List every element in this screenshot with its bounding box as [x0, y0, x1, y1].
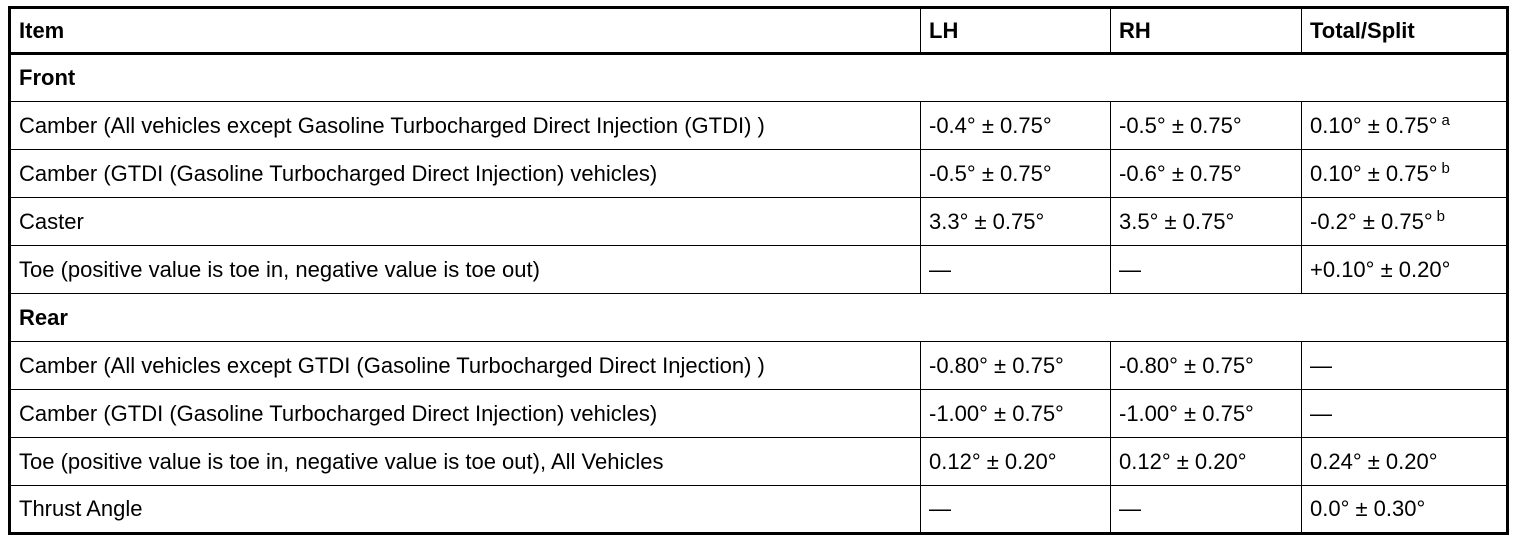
lh-cell: 3.3° ± 0.75°: [921, 198, 1111, 246]
total-split-value: 0.10° ± 0.75°: [1310, 113, 1438, 138]
total-split-cell: —: [1302, 390, 1508, 438]
total-split-value: +0.10° ± 0.20°: [1310, 256, 1451, 282]
table-row: [10, 102, 1508, 150]
lh-cell: -0.4° ± 0.75°: [921, 102, 1111, 150]
rh-cell: —: [1111, 246, 1302, 294]
item-cell: Camber (All vehicles except Gasoline Turbocharged Direct Injection (GTDI) ): [10, 102, 921, 150]
table-row: [10, 150, 1508, 198]
lh-cell: -0.5° ± 0.75°: [921, 150, 1111, 198]
section-row-front: [10, 54, 1508, 102]
rh-cell: -1.00° ± 0.75°: [1111, 390, 1302, 438]
total-split-cell: [1302, 102, 1508, 150]
rh-cell: -0.80° ± 0.75°: [1111, 342, 1302, 390]
total-split-value: -0.2° ± 0.75°: [1310, 209, 1433, 234]
table-header-row: [10, 8, 1508, 54]
table-row: [10, 246, 1508, 294]
table-row: [10, 438, 1508, 486]
total-split-cell: [1302, 150, 1508, 198]
item-cell: Thrust Angle: [10, 486, 921, 534]
lh-cell: 0.12° ± 0.20°: [921, 438, 1111, 486]
total-split-cell: 0.0° ± 0.30°: [1302, 486, 1508, 534]
section-title: Rear: [10, 294, 1508, 342]
footnote-marker: b: [1441, 160, 1450, 177]
lh-cell: —: [921, 486, 1111, 534]
total-split-cell: —: [1302, 342, 1508, 390]
column-header-lh: LH: [921, 8, 1111, 54]
rh-cell: 0.12° ± 0.20°: [1111, 438, 1302, 486]
item-cell: Caster: [10, 198, 921, 246]
table-row: [10, 198, 1508, 246]
rh-cell: -0.6° ± 0.75°: [1111, 150, 1302, 198]
lh-cell: -1.00° ± 0.75°: [921, 390, 1111, 438]
item-cell: Camber (All vehicles except GTDI (Gasoline Turbocharged Direct Injection) ): [10, 342, 921, 390]
column-header-item: Item: [10, 8, 921, 54]
item-cell: Camber (GTDI (Gasoline Turbocharged Direct Injection) vehicles): [10, 150, 921, 198]
footnote-marker: b: [1436, 208, 1445, 225]
rh-cell: —: [1111, 486, 1302, 534]
rh-cell: -0.5° ± 0.75°: [1111, 102, 1302, 150]
table-row: [10, 486, 1508, 534]
item-cell: Toe (positive value is toe in, negative value is toe out), All Vehicles: [10, 438, 921, 486]
total-split-cell: [1302, 198, 1508, 246]
total-split-cell: 0.24° ± 0.20°: [1302, 438, 1508, 486]
column-header-total-split: Total/Split: [1302, 8, 1508, 54]
alignment-spec-table: [8, 6, 1509, 535]
total-split-cell: [1302, 246, 1508, 294]
item-cell: Toe (positive value is toe in, negative value is toe out): [10, 246, 921, 294]
section-row-rear: [10, 294, 1508, 342]
column-header-rh: RH: [1111, 8, 1302, 54]
item-cell: Camber (GTDI (Gasoline Turbocharged Direct Injection) vehicles): [10, 390, 921, 438]
table-row: [10, 342, 1508, 390]
table-row: [10, 390, 1508, 438]
lh-cell: -0.80° ± 0.75°: [921, 342, 1111, 390]
footnote-marker: a: [1441, 112, 1450, 129]
total-split-value: 0.10° ± 0.75°: [1310, 161, 1438, 186]
rh-cell: 3.5° ± 0.75°: [1111, 198, 1302, 246]
lh-cell: —: [921, 246, 1111, 294]
section-title: Front: [10, 54, 1508, 102]
